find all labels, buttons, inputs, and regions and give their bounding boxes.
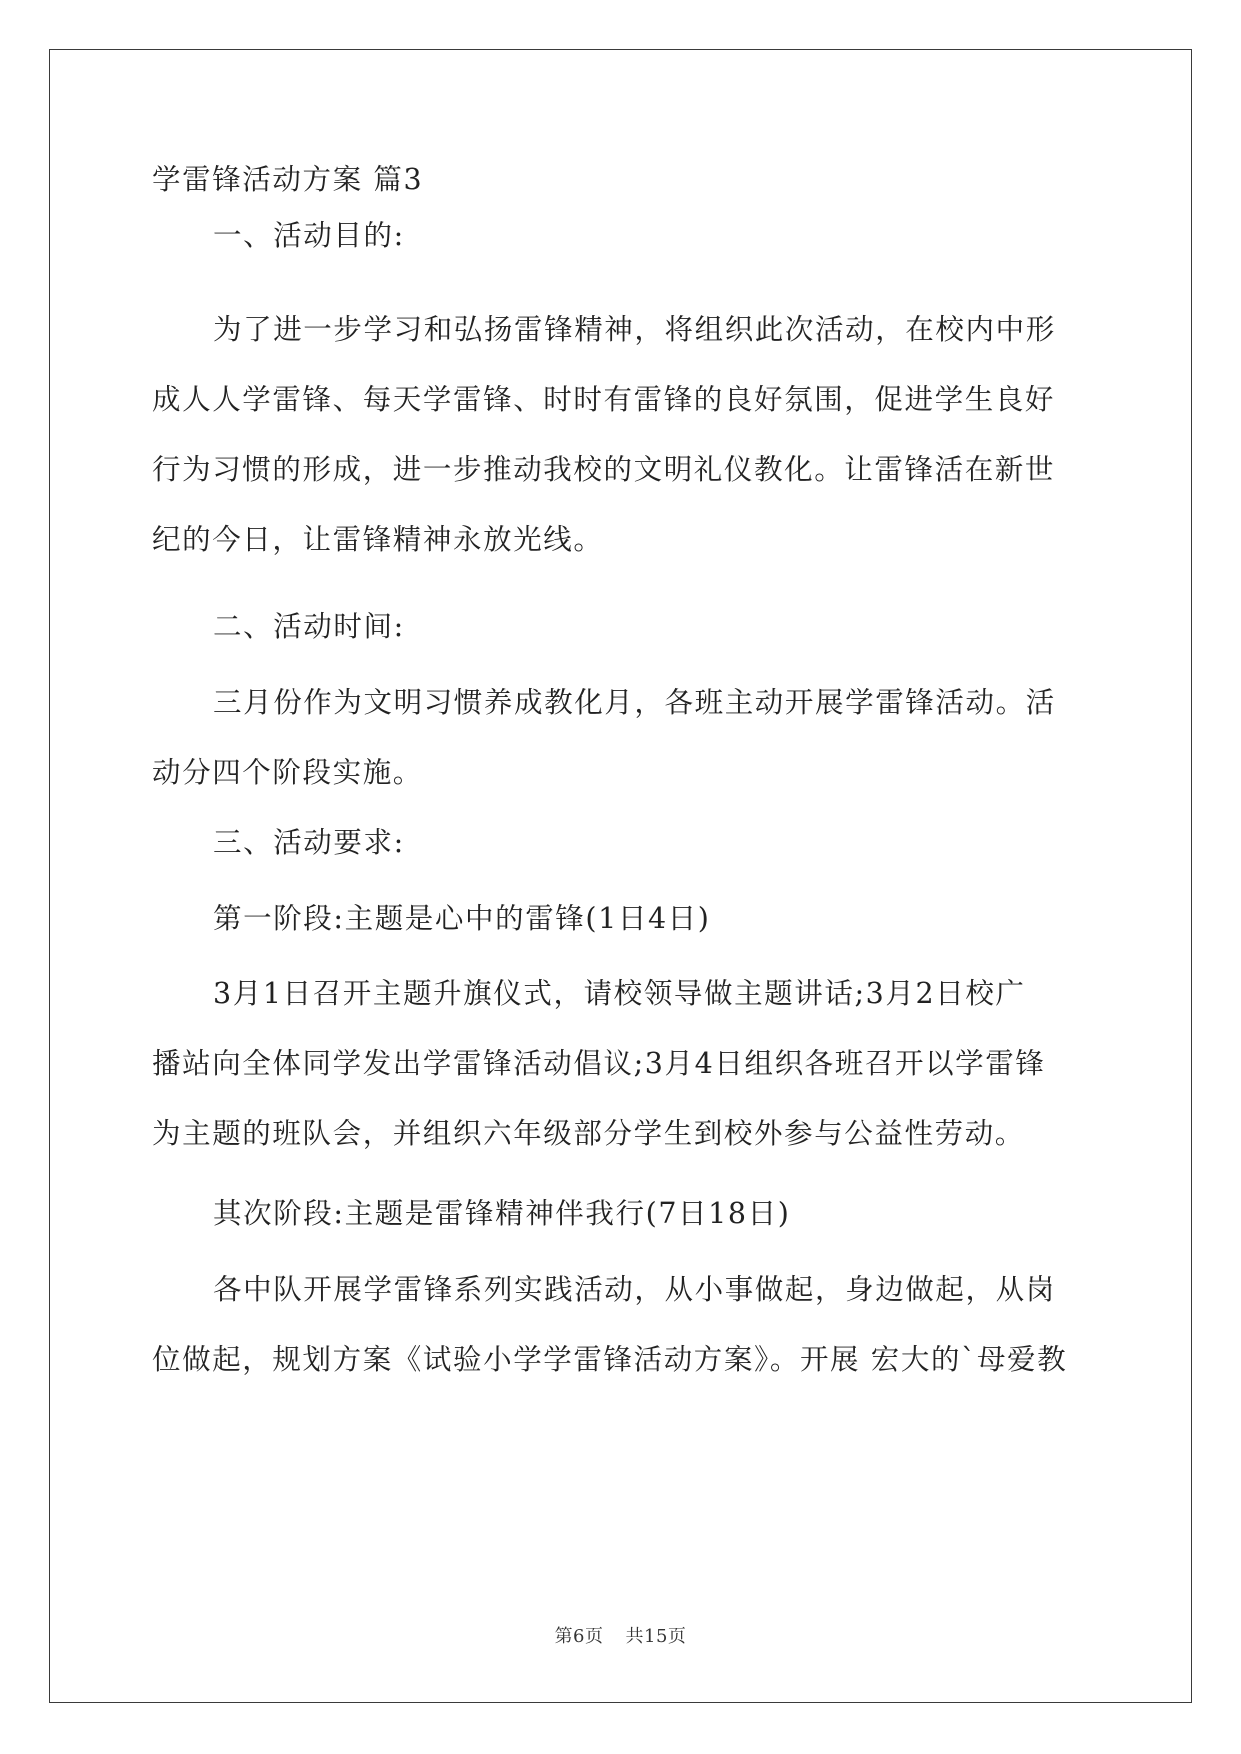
paragraph-line: 播站向全体同学发出学雷锋活动倡议;3月4日组织各班召开以学雷锋 (152, 1047, 1046, 1080)
paragraph-line: 位做起，规划方案《试验小学学雷锋活动方案》。开展 宏大的`母爱教 (152, 1343, 1068, 1376)
page-border (49, 49, 1192, 1703)
section-heading-purpose: 一、活动目的: (213, 219, 405, 252)
document-heading: 学雷锋活动方案 篇3 (152, 163, 424, 196)
page-number: 第6页 (554, 1626, 604, 1647)
page-footer (0, 1622, 1241, 1648)
section-heading-requirements: 三、活动要求: (213, 826, 405, 859)
paragraph-line: 纪的今日，让雷锋精神永放光线。 (152, 523, 604, 556)
paragraph-line: 3月1日召开主题升旗仪式，请校领导做主题讲话;3月2日校广 (213, 977, 1026, 1010)
paragraph-line: 为了进一步学习和弘扬雷锋精神，将组织此次活动，在校内中形 (213, 313, 1056, 346)
paragraph-line: 三月份作为文明习惯养成教化月，各班主动开展学雷锋活动。活 (213, 686, 1056, 719)
paragraph-line: 成人人学雷锋、每天学雷锋、时时有雷锋的良好氛围，促进学生良好 (152, 383, 1056, 416)
paragraph-line: 动分四个阶段实施。 (152, 756, 423, 789)
paragraph-line: 行为习惯的形成，进一步推动我校的文明礼仪教化。让雷锋活在新世 (152, 453, 1056, 486)
stage-heading-two: 其次阶段:主题是雷锋精神伴我行(7日18日) (213, 1197, 791, 1230)
stage-heading-one: 第一阶段:主题是心中的雷锋(1日4日) (213, 902, 711, 935)
paragraph-line: 各中队开展学雷锋系列实践活动，从小事做起，身边做起，从岗 (213, 1273, 1056, 1306)
paragraph-line: 为主题的班队会，并组织六年级部分学生到校外参与公益性劳动。 (152, 1117, 1025, 1150)
page-total: 共15页 (625, 1626, 687, 1647)
section-heading-time: 二、活动时间: (213, 610, 405, 643)
